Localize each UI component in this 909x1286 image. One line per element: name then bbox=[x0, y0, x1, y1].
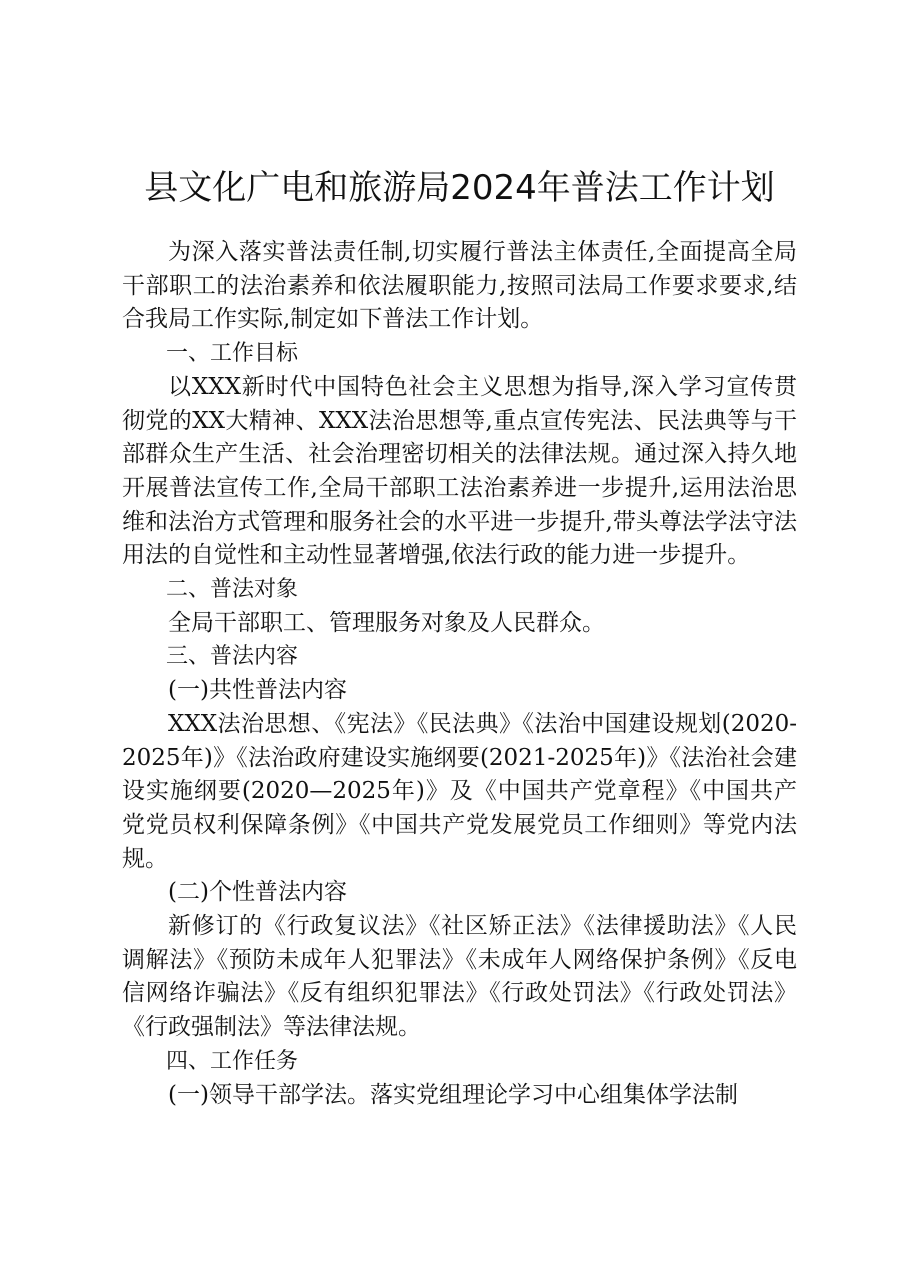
subsection-text-specific: 新修订的《行政复议法》《社区矫正法》《法律援助法》《人民调解法》《预防未成年人犯罪法》《未成年人网络保护条例》《反电信网络诈骗法》《反有组织犯罪法》《行政处罚法》《行政处罚法》《行政强制法》等法律法规。 bbox=[122, 913, 797, 1041]
document-title: 县文化广电和旅游局2024年普法工作计划 bbox=[144, 168, 775, 208]
intro-paragraph: 为深入落实普法责任制,切实履行普法主体责任,全面提高全局干部职工的法治素养和依法履职能力,按照司法局工作要求要求,结合我局工作实际,制定如下普法工作计划。 bbox=[122, 239, 797, 333]
document-body bbox=[122, 236, 797, 1112]
subsection-heading-common: (一)共性普法内容 bbox=[168, 677, 347, 704]
section-heading-tasks: 四、工作任务 bbox=[166, 1048, 299, 1074]
section-heading-content: 三、普法内容 bbox=[166, 644, 299, 670]
section-text-tasks: (一)领导干部学法。落实党组理论学习中心组集体学法制 bbox=[168, 1081, 738, 1108]
section-heading-goals: 一、工作目标 bbox=[166, 341, 299, 367]
section-heading-audience: 二、普法对象 bbox=[166, 577, 299, 603]
section-text-goals: 以XXX新时代中国特色社会主义思想为指导,深入学习宣传贯彻党的XX大精神、XXX法治思想等,重点宣传宪法、民法典等与干部群众生产生活、社会治理密切相关的法律法规。通过深入持久地开展普法宣传工作,全局干部职工法治素养进一步提升,运用法治思维和法治方式管理和服务社会的水平进一步提升,带头尊法学法守法用法的自觉性和主动性显著增强,依法行政的能力进一步提升。 bbox=[122, 373, 797, 569]
subsection-heading-specific: (二)个性普法内容 bbox=[168, 879, 347, 906]
subsection-text-common: XXX法治思想、《宪法》《民法典》《法治中国建设规划(2020-2025年)》《法治政府建设实施纲要(2021-2025年)》《法治社会建设实施纲要(2020—2025年)》及《中国共产党章程》《中国共产党党员权利保障条例》《中国共产党发展党员工作细则》等党内法规。 bbox=[122, 710, 797, 872]
section-text-audience: 全局干部职工、管理服务对象及人民群众。 bbox=[168, 609, 605, 636]
